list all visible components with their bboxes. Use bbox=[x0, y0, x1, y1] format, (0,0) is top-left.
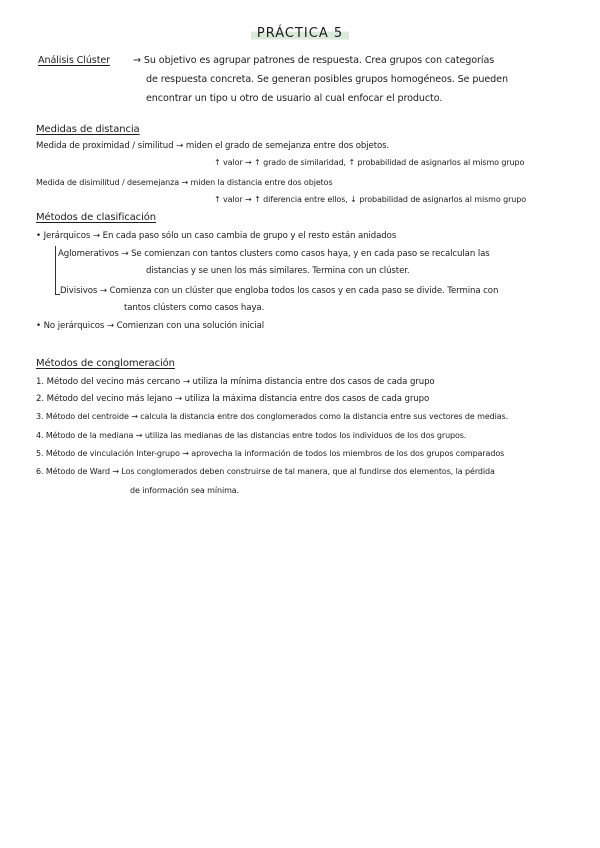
dissimilarity-note: ↑ valor → ↑ diferencia entre ellos, ↓ probabilidad de asignarlos al mismo grupo bbox=[214, 195, 527, 204]
method-item-2: 2. Método del vecino más lejano → utiliza la máxima distancia entre dos casos de cada grupo bbox=[36, 394, 430, 404]
classification-heading: Métodos de clasificación bbox=[36, 212, 157, 223]
method-item-5: 5. Método de vinculación Inter-grupo → aprovecha la información de todos los miembros de los dos grupos comparados bbox=[36, 449, 505, 458]
intro-term: Análisis Clúster bbox=[38, 55, 111, 66]
intro-line-1: → Su objetivo es agrupar patrones de respuesta. Crea grupos con categorías bbox=[133, 55, 495, 66]
method-item-1: 1. Método del vecino más cercano → utiliza la mínima distancia entre dos casos de cada grupo bbox=[36, 377, 435, 387]
conglomeration-heading: Métodos de conglomeración bbox=[36, 358, 175, 369]
divisive-line-1: Divisivos → Comienza con un clúster que engloba todos los casos y en cada paso se divide. Termina con bbox=[60, 286, 499, 296]
nonhierarchical-line: • No jerárquicos → Comienzan con una solución inicial bbox=[36, 321, 265, 331]
intro-line-2: de respuesta concreta. Se generan posibles grupos homogéneos. Se pueden bbox=[146, 74, 508, 85]
proximity-note: ↑ valor → ↑ grado de similaridad, ↑ probabilidad de asignarlos al mismo grupo bbox=[214, 158, 525, 167]
agglomerative-line-2: distancias y se unen los más similares. Termina con un clúster. bbox=[146, 266, 410, 276]
hierarchical-line: • Jerárquicos → En cada paso sólo un caso cambia de grupo y el resto están anidados bbox=[36, 231, 397, 241]
method-item-3: 3. Método del centroide → calcula la distancia entre dos conglomerados como la distancia entre sus vectores de medias. bbox=[36, 412, 509, 421]
page-title: PRÁCTICA 5 bbox=[0, 26, 600, 41]
method-item-6-cont: de información sea mínima. bbox=[130, 486, 240, 495]
method-item-6: 6. Método de Ward → Los conglomerados deben construirse de tal manera, que al fundirse dos elementos, la pérdida bbox=[36, 467, 495, 476]
intro-line-3: encontrar un tipo u otro de usuario al cual enfocar el producto. bbox=[146, 93, 443, 104]
dissimilarity-line: Medida de disimilitud / desemejanza → miden la distancia entre dos objetos bbox=[36, 178, 333, 187]
agglomerative-line-1: Aglomerativos → Se comienzan con tantos clusters como casos haya, y en cada paso se recalculan las bbox=[58, 249, 490, 259]
method-item-4: 4. Método de la mediana → utiliza las medianas de las distancias entre todos los individuos de los dos grupos. bbox=[36, 431, 467, 440]
proximity-line: Medida de proximidad / similitud → miden el grado de semejanza entre dos objetos. bbox=[36, 141, 390, 151]
divisive-line-2: tantos clústers como casos haya. bbox=[124, 303, 265, 313]
distance-heading: Medidas de distancia bbox=[36, 124, 140, 135]
